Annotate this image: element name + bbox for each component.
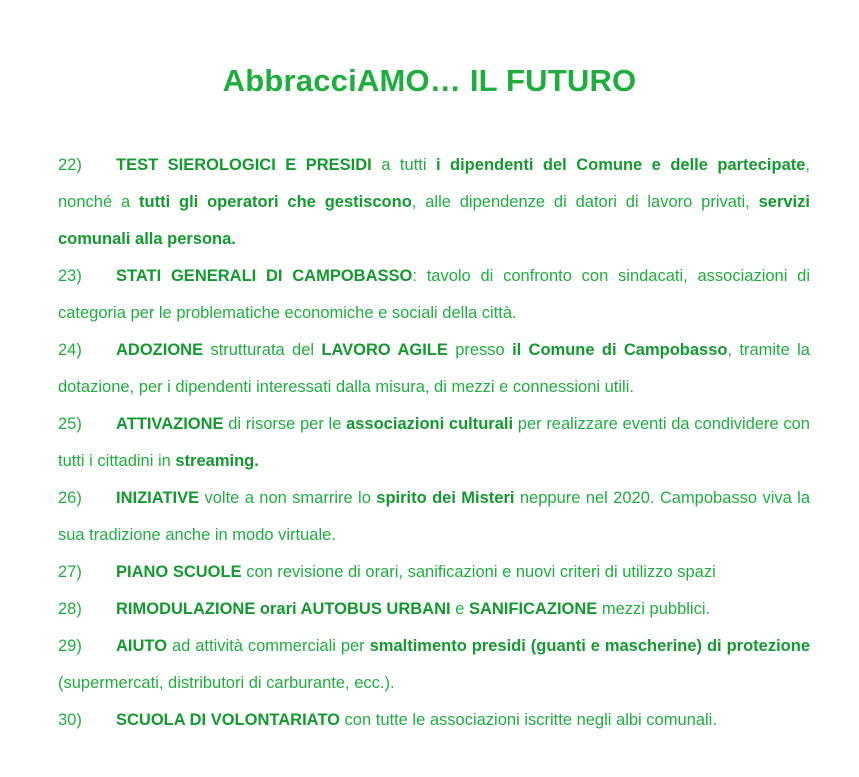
item-text-bold: AIUTO xyxy=(116,637,168,655)
item-text: volte a non smarrire lo xyxy=(199,489,377,507)
item-text: con revisione di orari, sanificazioni e nuovi criteri di utilizzo spazi xyxy=(241,563,716,581)
item-text-bold: tutti gli operatori che gestiscono xyxy=(139,193,412,211)
list-item xyxy=(58,147,810,258)
list-item xyxy=(58,406,810,480)
item-number: 29) xyxy=(58,637,82,655)
item-text: , nonché a xyxy=(58,156,811,211)
item-text-bold: ADOZIONE xyxy=(116,341,204,359)
item-text-bold: il Comune di Campobasso xyxy=(512,341,728,359)
list-item xyxy=(58,628,810,702)
list-item xyxy=(58,702,810,739)
item-text-bold: associazioni culturali xyxy=(346,415,514,433)
list-item xyxy=(58,591,810,628)
item-text-bold: RIMODULAZIONE orari AUTOBUS URBANI xyxy=(116,600,451,618)
item-text: ad attività commerciali per xyxy=(167,637,370,655)
item-text-bold: servizi comunali alla persona. xyxy=(58,193,810,248)
item-text-bold: i dipendenti del Comune e delle partecipate xyxy=(435,156,806,174)
page-title: AbbracciAMO… IL FUTURO xyxy=(222,62,637,98)
item-text-bold: streaming. xyxy=(175,452,259,470)
list-item xyxy=(58,554,810,591)
item-number: 27) xyxy=(58,563,82,581)
item-text-bold: smaltimento presidi (guanti e mascherine) di protezione xyxy=(369,637,810,655)
item-number: 26) xyxy=(58,489,82,507)
item-text: : tavolo di confronto con sindacati, associazioni di categoria per le problematiche economiche e sociali della città. xyxy=(58,267,810,322)
item-text: neppure nel 2020. Campobasso viva la sua tradizione anche in modo virtuale. xyxy=(58,489,811,544)
item-text-bold: INIZIATIVE xyxy=(116,489,200,507)
item-text: a tutti xyxy=(371,156,436,174)
item-text-bold: SANIFICAZIONE xyxy=(468,600,598,618)
item-text: con tutte le associazioni iscritte negli albi comunali. xyxy=(339,711,717,729)
item-text: e xyxy=(450,600,469,618)
item-number: 28) xyxy=(58,600,82,618)
item-text: mezzi pubblici. xyxy=(597,600,711,618)
list-item xyxy=(58,332,810,406)
item-number: 25) xyxy=(58,415,82,433)
item-text-bold: PIANO SCUOLE xyxy=(116,563,242,581)
item-text-bold: ATTIVAZIONE xyxy=(116,415,224,433)
item-text: di risorse per le xyxy=(223,415,347,433)
item-text-bold: STATI GENERALI DI CAMPOBASSO xyxy=(116,267,413,285)
item-text-bold: LAVORO AGILE xyxy=(321,341,448,359)
item-text-bold: SCUOLA DI VOLONTARIATO xyxy=(116,711,340,729)
item-number: 24) xyxy=(58,341,82,359)
item-text: presso xyxy=(447,341,513,359)
item-number: 30) xyxy=(58,711,82,729)
item-number: 23) xyxy=(58,267,82,285)
item-text: , alle dipendenze di datori di lavoro privati, xyxy=(411,193,759,211)
list-item xyxy=(58,480,810,554)
item-text: (supermercati, distributori di carburante, ecc.). xyxy=(58,674,395,692)
item-text: , tramite la dotazione, per i dipendenti interessati dalla misura, di mezzi e connessioni utili. xyxy=(58,341,810,396)
item-text: strutturata del xyxy=(203,341,322,359)
item-number: 22) xyxy=(58,156,82,174)
item-text-bold: TEST SIEROLOGICI E PRESIDI xyxy=(116,156,372,174)
item-text-bold: spirito dei Misteri xyxy=(376,489,515,507)
program-list xyxy=(58,147,810,739)
list-item xyxy=(58,258,810,332)
item-text: per realizzare eventi da condividere con tutti i cittadini in xyxy=(58,415,810,470)
